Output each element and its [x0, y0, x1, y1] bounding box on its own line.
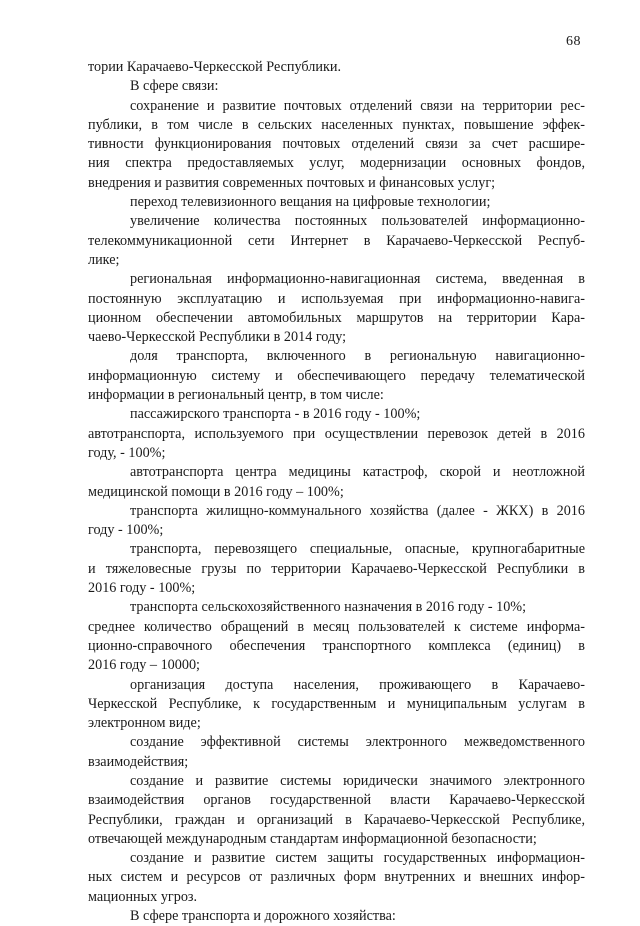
text-line: региональная информационно-навигационная система, введенная в [130, 271, 585, 288]
text-line: создание и развитие системы юридически значимого электронного [130, 772, 585, 789]
text-line: 2016 году – 10000; [88, 657, 200, 674]
text-line: 2016 году - 100%; [88, 580, 196, 597]
text-line: Республики, граждан и организаций в Карачаево-Черкесской Республике, [88, 811, 585, 828]
text-line: ционно-справочного обеспечения транспортного комплекса (единиц) в [88, 637, 585, 654]
text-line: увеличение количества постоянных пользователей информационно- [130, 213, 585, 230]
text-line: организация доступа населения, проживающего в Карачаево- [130, 676, 585, 693]
text-line: создание эффективной системы электронного межведомственного [130, 734, 585, 751]
text-line: пассажирского транспорта - в 2016 году - 100%; [130, 406, 421, 423]
text-line: и тяжеловесные грузы по территории Карачаево-Черкесской Республики в [88, 560, 585, 577]
text-line: автотранспорта, используемого при осуществлении перевозок детей в 2016 [88, 425, 585, 442]
text-line: взаимодействия; [88, 753, 189, 770]
text-line: чаево-Черкесской Республики в 2014 году; [88, 329, 347, 346]
text-line: медицинской помощи в 2016 году – 100%; [88, 483, 344, 500]
text-line: доля транспорта, включенного в региональную навигационно- [130, 348, 585, 365]
text-line: информации в региональный центр, в том числе: [88, 387, 384, 404]
text-line: автотранспорта центра медицины катастроф, скорой и неотложной [130, 464, 585, 481]
text-line: постоянную эксплуатацию и используемая при информационно-навига- [88, 290, 585, 307]
text-line: телекоммуникационной сети Интернет в Карачаево-Черкесской Респуб- [88, 232, 585, 249]
text-line: тории Карачаево-Черкесской Республики. [88, 59, 341, 75]
text-line: создание и развитие систем защиты государственных информацион- [130, 850, 585, 867]
text-line: транспорта, перевозящего специальные, опасные, крупногабаритные [130, 541, 585, 558]
text-line: Черкесской Республике, к государственным и муниципальным услугам в [88, 695, 585, 712]
text-line: транспорта сельскохозяйственного назначения в 2016 году - 10%; [130, 599, 527, 616]
text-line: публики, в том числе в сельских населенных пунктах, повышение эффек- [88, 116, 585, 133]
text-line: ных систем и ресурсов от различных форм внутренних и внешних инфор- [88, 869, 585, 886]
text-line: году - 100%; [88, 522, 164, 539]
text-line: В сфере связи: [130, 78, 219, 95]
page-number: 68 [566, 34, 581, 49]
text-line: году, - 100%; [88, 444, 166, 461]
text-line: мационных угроз. [88, 888, 198, 905]
text-line: ционном обеспечении автомобильных маршрутов на территории Кара- [88, 309, 585, 326]
text-line: транспорта жилищно-коммунального хозяйства (далее - ЖКХ) в 2016 [130, 502, 585, 519]
text-line: среднее количество обращений в месяц пользователей к системе информа- [88, 618, 585, 635]
text-line: отвечающей международным стандартам информационной безопасности; [88, 830, 537, 847]
text-line: информационную систему и обеспечивающего передачу телематической [88, 367, 585, 384]
text-line: переход телевизионного вещания на цифровые технологии; [130, 194, 491, 211]
text-line: сохранение и развитие почтовых отделений связи на территории рес- [130, 97, 585, 114]
text-line: электронном виде; [88, 715, 201, 732]
text-line: В сфере транспорта и дорожного хозяйства: [130, 908, 396, 925]
text-line: тивности функционирования почтовых отделений связи за счет расшире- [88, 136, 585, 153]
text-line: внедрения и развития современных почтовых и финансовых услуг; [88, 174, 496, 191]
text-line: взаимодействия органов государственной власти Карачаево-Черкесской [88, 792, 585, 809]
text-line: ния спектра предоставляемых услуг, модернизации основных фондов, [88, 155, 585, 172]
document-body [88, 58, 585, 926]
text-line: лике; [88, 251, 120, 268]
